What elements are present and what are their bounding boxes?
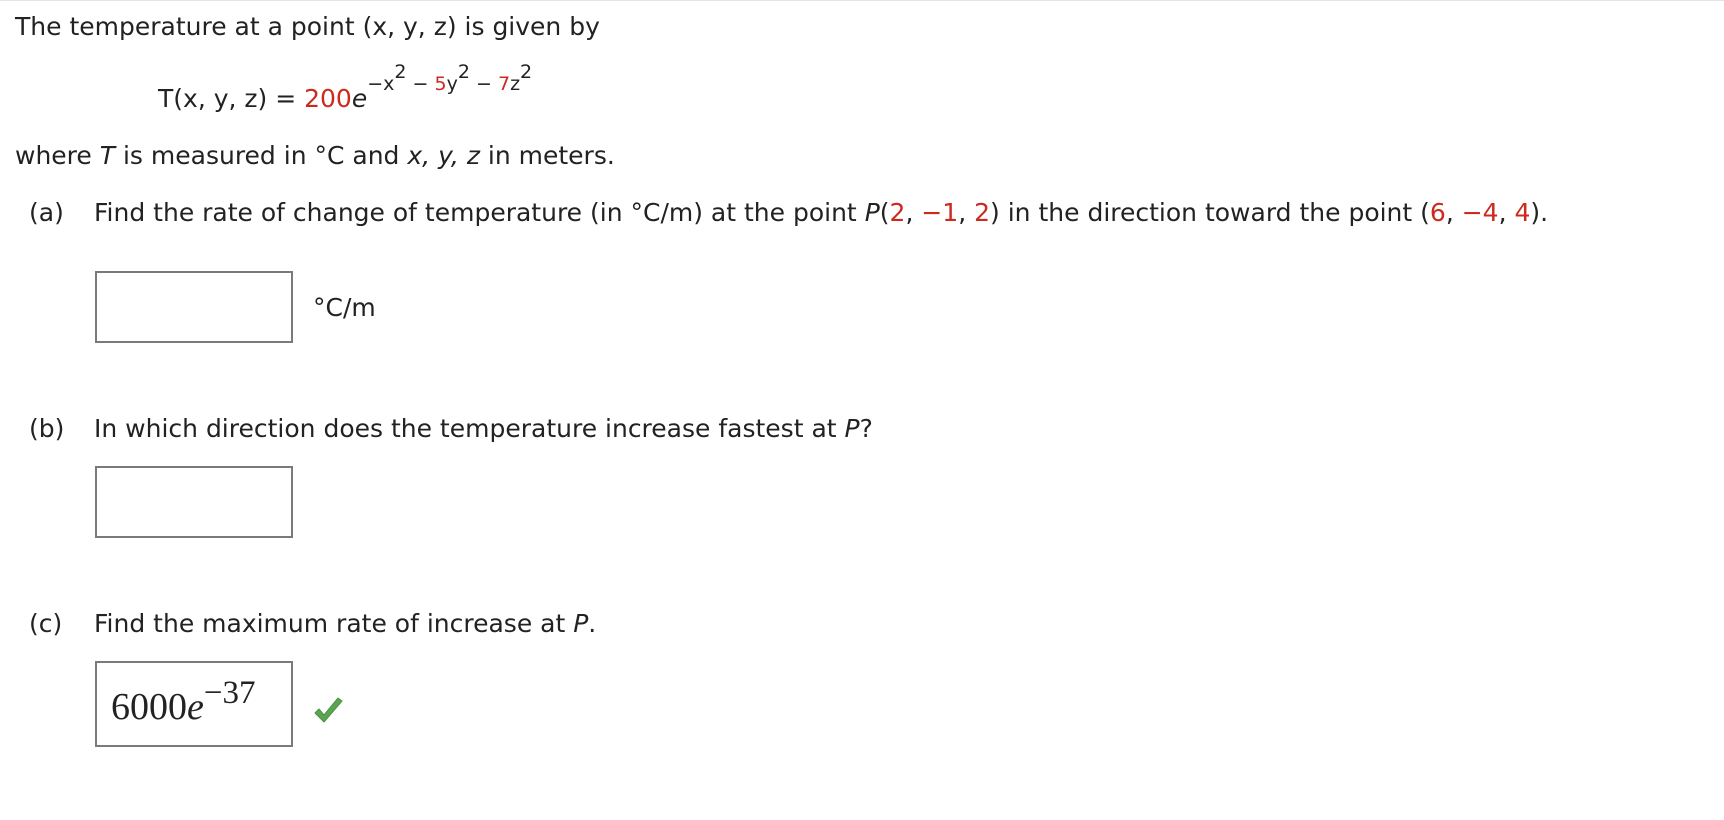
problem-intro: The temperature at a point (x, y, z) is given by — [15, 12, 600, 41]
exponent-power-x: 2 — [394, 61, 407, 83]
part-b-answer-box — [95, 466, 293, 538]
part-b-question — [29, 414, 873, 444]
exponent-power-y: 2 — [457, 61, 470, 83]
part-a-label: (a) — [29, 198, 64, 227]
temperature-function — [158, 61, 533, 116]
part-a-answer-input[interactable] — [97, 273, 291, 341]
top-divider — [0, 0, 1724, 1]
part-b-point: P — [844, 414, 860, 443]
where-text-2: is measured in °C and — [122, 141, 400, 170]
exponent-power-z: 2 — [520, 61, 533, 83]
part-c-point: P — [573, 609, 589, 638]
part-a-text: Find the rate of change of temperature (in °C/m) at the point — [94, 198, 857, 227]
check-icon — [313, 697, 345, 727]
part-b-label: (b) — [29, 414, 65, 443]
point-p-x: 2 — [889, 198, 906, 227]
answer-coefficient: 6000 — [111, 686, 187, 728]
function-lhs: T(x, y, z) = — [158, 84, 297, 113]
exponent-var-z: z — [510, 73, 521, 95]
part-c-text: Find the maximum rate of increase at — [94, 609, 566, 638]
part-c-end: . — [588, 609, 597, 638]
part-a-answer-box — [95, 271, 293, 343]
part-b-answer-input[interactable] — [97, 468, 291, 536]
toward-z: 4 — [1514, 198, 1531, 227]
var-xyz: x, y, z — [407, 141, 480, 170]
function-coefficient: 200 — [304, 84, 352, 113]
exponent-coef-z: 7 — [497, 73, 511, 95]
exponent-term-x: −x — [367, 73, 395, 95]
units-statement — [15, 141, 615, 171]
part-b-text: In which direction does the temperature increase fastest at — [94, 414, 837, 443]
exponent-op2: − — [476, 73, 492, 95]
function-exponent — [367, 61, 533, 95]
point-p-y: −1 — [921, 198, 959, 227]
point-p-z: 2 — [974, 198, 991, 227]
part-c-label: (c) — [29, 609, 63, 638]
answer-base: e — [187, 686, 204, 728]
exponent-coef-y: 5 — [434, 73, 447, 95]
function-base: e — [351, 84, 368, 113]
part-a-text-mid: in the direction toward the point — [1007, 198, 1413, 227]
where-text-3: in meters. — [487, 141, 615, 170]
var-t: T — [99, 141, 116, 170]
part-c-answer-box[interactable] — [95, 661, 293, 747]
where-text: where — [15, 141, 92, 170]
answer-power: −37 — [203, 675, 256, 711]
part-c-question — [29, 609, 596, 639]
part-a-question: (a) Find the rate of change of temperature (in °C/m) at the point P(2, −1, 2) in the direction toward the point (6, −4, 4). — [29, 198, 1549, 227]
toward-y: −4 — [1461, 198, 1499, 227]
exponent-var-y: y — [446, 73, 458, 95]
part-b-end: ? — [859, 414, 873, 443]
point-p-name: P — [864, 198, 880, 227]
part-c-answer-math — [111, 675, 256, 729]
exponent-op1: − — [412, 73, 429, 95]
toward-x: 6 — [1429, 198, 1446, 227]
part-a-units: °C/m — [313, 293, 376, 322]
